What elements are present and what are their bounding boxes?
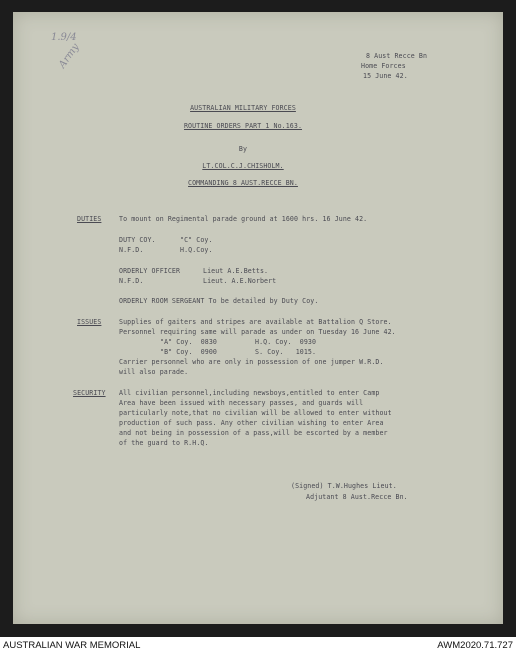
nfd-label: N.F.D. — [119, 246, 144, 254]
document-page — [13, 12, 503, 624]
issues-line-2: Personnel requiring same will parade as under on Tuesday 16 June 42. — [119, 328, 396, 336]
security-line-2: Area have been issued with necessary passes, and guards will — [119, 399, 364, 407]
duty-coy-label: DUTY COY. — [119, 236, 156, 244]
security-label: SECURITY — [73, 389, 106, 397]
issues-line-1: Supplies of gaiters and stripes are available at Battalion Q Store. — [119, 318, 392, 326]
security-line-1: All civilian personnel,including newsboys,entitled to enter Camp — [119, 389, 380, 397]
location-line: Home Forces — [361, 62, 406, 70]
issues-row-1a: "A" Coy. 0830 — [160, 338, 217, 346]
date-line: 15 June 42. — [363, 72, 408, 80]
security-line-3: particularly note,that no civilian will be allowed to enter without — [119, 409, 392, 417]
orderly-officer-label: ORDERLY OFFICER — [119, 267, 181, 275]
unit-line: 8 Aust Recce Bn — [366, 52, 428, 60]
issues-row-1b: H.Q. Coy. 0930 — [255, 338, 317, 346]
archive-footer — [0, 637, 516, 653]
security-line-5: and not being in possession of a pass,will be escorted by a member — [119, 429, 388, 437]
signature-line-1: (Signed) T.W.Hughes Lieut. — [291, 482, 397, 490]
issues-line-3: Carrier personnel who are only in possession of one jumper W.R.D. — [119, 358, 384, 366]
title-commander: LT.COL.C.J.CHISHOLM. — [202, 162, 284, 170]
issues-line-4: will also parade. — [119, 368, 189, 376]
orderly-officer-value: Lieut A.E.Betts. — [203, 267, 269, 275]
title-org: AUSTRALIAN MILITARY FORCES — [190, 104, 296, 112]
issues-row-2a: "B" Coy. 0900 — [160, 348, 217, 356]
handwritten-note-1: 1.9/4 — [51, 32, 77, 43]
security-line-6: of the guard to R.H.Q. — [119, 439, 209, 447]
title-by: By — [238, 145, 248, 153]
orderly-sergeant-line: ORDERLY ROOM SERGEANT To be detailed by Duty Coy. — [119, 297, 319, 305]
nfd2-label: N.F.D. — [119, 277, 144, 285]
accession-number: AWM2020.71.727 — [437, 640, 513, 651]
title-orders: ROUTINE ORDERS PART 1 No.163. — [183, 122, 303, 130]
handwritten-note-2: Army — [57, 41, 82, 71]
archive-name: AUSTRALIAN WAR MEMORIAL — [3, 640, 141, 651]
signature-line-2: Adjutant 8 Aust.Recce Bn. — [306, 493, 408, 501]
duties-label: DUTIES — [77, 215, 102, 223]
security-line-4: production of such pass. Any other civilian wishing to enter Area — [119, 419, 384, 427]
duties-text: To mount on Regimental parade ground at 1600 hrs. 16 June 42. — [119, 215, 368, 223]
issues-row-2b: S. Coy. 1015. — [255, 348, 317, 356]
duty-coy-value: "C" Coy. — [180, 236, 213, 244]
title-command: COMMANDING 8 AUST.RECCE BN. — [188, 179, 298, 187]
issues-label: ISSUES — [77, 318, 102, 326]
nfd-value: H.Q.Coy. — [180, 246, 213, 254]
nfd2-value: Lieut. A.E.Norbert — [203, 277, 277, 285]
